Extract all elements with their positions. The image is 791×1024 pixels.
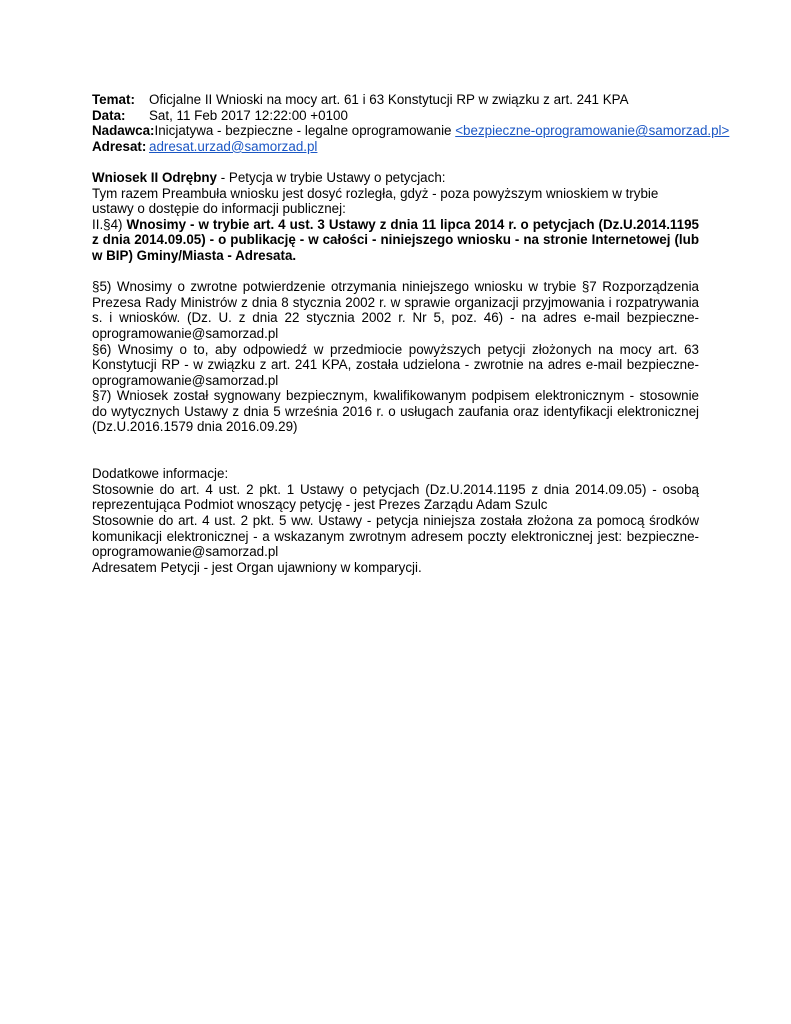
sender-label: Nadawca: bbox=[92, 123, 155, 139]
petition-title-bold: Wniosek II Odrębny bbox=[92, 169, 218, 185]
sender-name: Inicjatywa - bezpieczne - legalne oprogramowanie bbox=[154, 123, 456, 139]
paragraph-4 bbox=[92, 217, 699, 264]
extra-title: Dodatkowe informacje: bbox=[92, 466, 229, 482]
petition-title-rest: - Petycja w trybie Ustawy o petycjach: bbox=[217, 169, 446, 185]
date-row bbox=[92, 108, 699, 124]
extra-paragraph-3: Adresatem Petycji - jest Organ ujawniony w komparycji. bbox=[92, 559, 422, 575]
paragraph-6: §6) Wnosimy o to, aby odpowiedź w przedmiocie powyższych petycji złożonych na mocy art. 63 Konstytucji RP - w związku z art. 241 KPA, została udzielona - zwrotnie na adres e-mail bezpieczne-oprogramowanie@samorzad.pl bbox=[92, 341, 699, 388]
email-document bbox=[92, 92, 730, 575]
recipient-row bbox=[92, 139, 699, 155]
recipient-label: Adresat: bbox=[92, 138, 147, 154]
extra-paragraph-1: Stosownie do art. 4 ust. 2 pkt. 1 Ustawy o petycjach (Dz.U.2014.1195 z dnia 2014.09.05) - osobą reprezentująca Podmiot wnoszący petycję - jest Prezes Zarządu Adam Szulc bbox=[92, 481, 699, 513]
petition-title bbox=[92, 170, 699, 186]
subject-label: Temat: bbox=[92, 92, 135, 107]
subject-value: Oficjalne II Wnioski na mocy art. 61 i 63 Konstytucji RP w związku z art. 241 KPA bbox=[149, 92, 629, 107]
intro-paragraph: Tym razem Preambuła wniosku jest dosyć rozległa, gdyż - poza powyższym wnioskiem w trybie ustawy o dostępie do informacji publicznej: bbox=[92, 185, 659, 217]
paragraph-5: §5) Wnosimy o zwrotne potwierdzenie otrzymania niniejszego wniosku w trybie §7 Rozporządzenia Prezesa Rady Ministrów z dnia 8 stycznia 2002 r. w sprawie organizacji przyjmowania i rozpatrywania s. i wniosków. (Dz. U. z dnia 22 stycznia 2002 r. Nr 5, poz. 46) - na adres e-mail bezpieczne-oprogramowanie@samorzad.pl bbox=[92, 279, 699, 341]
date-label: Data: bbox=[92, 107, 126, 123]
subject-row bbox=[92, 92, 699, 108]
paragraph-4-bold: Wnosimy - w trybie art. 4 ust. 3 Ustawy z dnia 11 lipca 2014 r. o petycjach (Dz.U.2014.1195 z dnia 2014.09.05) - o publikację - w całości - niniejszego wniosku - na stronie Internetowej (lub w BIP) Gminy/Miasta - Adresata. bbox=[92, 216, 699, 263]
recipient-email-link[interactable]: adresat.urzad@samorzad.pl bbox=[149, 138, 318, 154]
sender-row bbox=[92, 123, 730, 139]
extra-paragraph-2: Stosownie do art. 4 ust. 2 pkt. 5 ww. Ustawy - petycja niniejsza została złożona za pomocą środków komunikacji elektronicznej - a wskazanym zwrotnym adresem poczty elektronicznej jest: bezpieczne-oprogramowanie@samorzad.pl bbox=[92, 513, 699, 560]
paragraph-4-prefix: II.§4) bbox=[92, 216, 127, 232]
date-value: Sat, 11 Feb 2017 12:22:00 +0100 bbox=[149, 107, 348, 123]
sender-email-link[interactable]: <bezpieczne-oprogramowanie@samorzad.pl> bbox=[455, 123, 730, 139]
paragraph-7: §7) Wniosek został sygnowany bezpiecznym, kwalifikowanym podpisem elektronicznym - stosownie do wytycznych Ustawy z dnia 5 września 2016 r. o usługach zaufania oraz identyfikacji elektronicznej (Dz.U.2016.1579 dnia 2016.09.29) bbox=[92, 388, 699, 435]
